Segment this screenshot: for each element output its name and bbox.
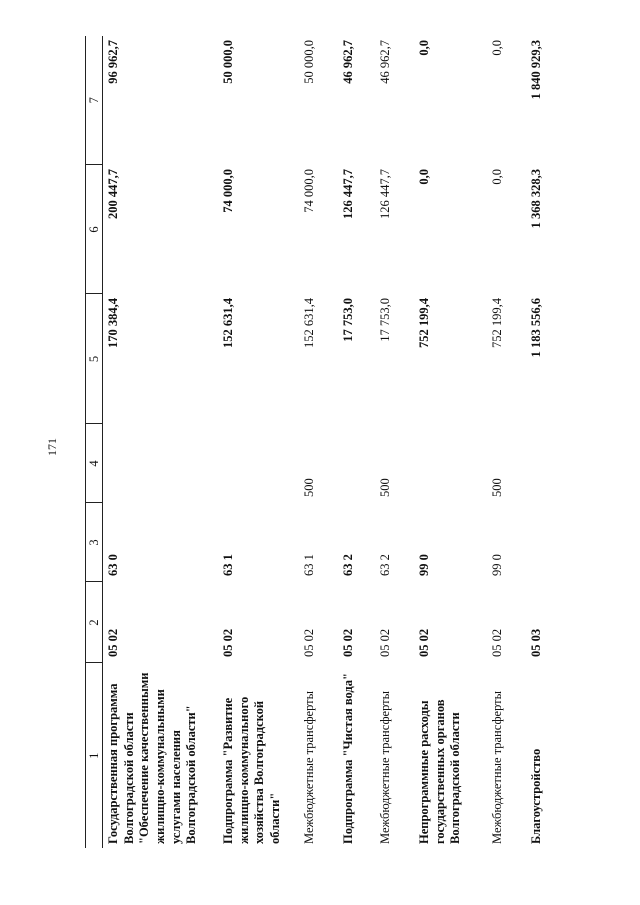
value-col-7: 50 000,0 [302, 40, 316, 84]
table-row [414, 36, 487, 848]
section-code: 05 02 [106, 628, 120, 657]
value-col-6: 200 447,7 [106, 169, 120, 219]
value-col-7: 0,0 [417, 40, 431, 56]
header-col-7: 7 [86, 36, 103, 165]
value-col-6: 74 000,0 [221, 169, 235, 213]
value-col-6: 126 447,7 [378, 169, 392, 219]
table-row [526, 36, 559, 848]
header-col-5: 5 [86, 294, 103, 424]
table-row [218, 36, 299, 848]
header-col-6: 6 [86, 165, 103, 294]
value-col-5: 17 753,0 [341, 298, 355, 342]
value-col-7: 0,0 [490, 40, 504, 56]
expense-code [338, 424, 375, 503]
value-col-5: 1 183 556,6 [529, 298, 543, 358]
value-col-5: 752 199,4 [490, 298, 504, 348]
table-row [299, 36, 338, 848]
value-col-6: 0,0 [490, 169, 504, 185]
header-col-2: 2 [86, 582, 103, 663]
row-name: Благоустройство [529, 748, 543, 844]
table-row [103, 36, 219, 848]
target-code: 63 1 [302, 554, 316, 576]
expense-code [103, 424, 219, 503]
value-col-5: 752 199,4 [417, 298, 431, 348]
table-row [375, 36, 414, 848]
value-col-5: 152 631,4 [302, 298, 316, 348]
section-code: 05 02 [221, 628, 235, 657]
value-col-5: 17 753,0 [378, 298, 392, 342]
value-col-7: 96 962,7 [106, 40, 120, 84]
row-name: Подпрограмма "Чистая вода" [341, 673, 355, 844]
target-code: 63 2 [341, 554, 355, 576]
section-code: 05 02 [417, 628, 431, 657]
value-col-7: 46 962,7 [341, 40, 355, 84]
expense-code [526, 424, 559, 503]
value-col-6: 0,0 [417, 169, 431, 185]
target-code: 63 2 [378, 554, 392, 576]
section-code: 05 03 [529, 628, 543, 657]
row-name: Государственная программа Волгоградской области "Обеспечение качественными жилищно-коммунальными услугами населения Волгоградской области" [106, 672, 199, 844]
target-code: 63 0 [106, 554, 120, 576]
value-col-6: 126 447,7 [341, 169, 355, 219]
value-col-5: 170 384,4 [106, 298, 120, 348]
target-code [526, 503, 559, 582]
budget-table [85, 36, 559, 848]
header-col-3: 3 [86, 503, 103, 582]
row-name: Непрограммные расходы государственных органов Волгоградской области [417, 699, 463, 844]
target-code: 63 1 [221, 554, 235, 576]
target-code: 99 0 [417, 554, 431, 576]
value-col-7: 46 962,7 [378, 40, 392, 84]
value-col-7: 50 000,0 [221, 40, 235, 84]
table-row [487, 36, 526, 848]
page-number: 171 [44, 438, 59, 456]
expense-code [414, 424, 487, 503]
row-name: Межбюджетные трансферты [302, 690, 316, 844]
row-name: Межбюджетные трансферты [378, 690, 392, 844]
value-col-5: 152 631,4 [221, 298, 235, 348]
expense-code [218, 424, 299, 503]
row-name: Межбюджетные трансферты [490, 690, 504, 844]
expense-code: 500 [490, 478, 504, 497]
value-col-6: 1 368 328,3 [529, 169, 543, 229]
target-code: 99 0 [490, 554, 504, 576]
expense-code: 500 [378, 478, 392, 497]
value-col-7: 1 840 929,3 [529, 40, 543, 100]
expense-code: 500 [302, 478, 316, 497]
section-code: 05 02 [302, 628, 316, 657]
section-code: 05 02 [341, 628, 355, 657]
value-col-6: 74 000,0 [302, 169, 316, 213]
budget-table-container [85, 36, 555, 848]
header-col-4: 4 [86, 424, 103, 503]
row-name: Подпрограмма "Развитие жилищно-коммунального хозяйства Волгоградской области" [221, 696, 282, 844]
section-code: 05 02 [378, 628, 392, 657]
header-col-1: 1 [86, 663, 103, 848]
section-code: 05 02 [490, 628, 504, 657]
header-row [86, 36, 103, 848]
table-row [338, 36, 375, 848]
